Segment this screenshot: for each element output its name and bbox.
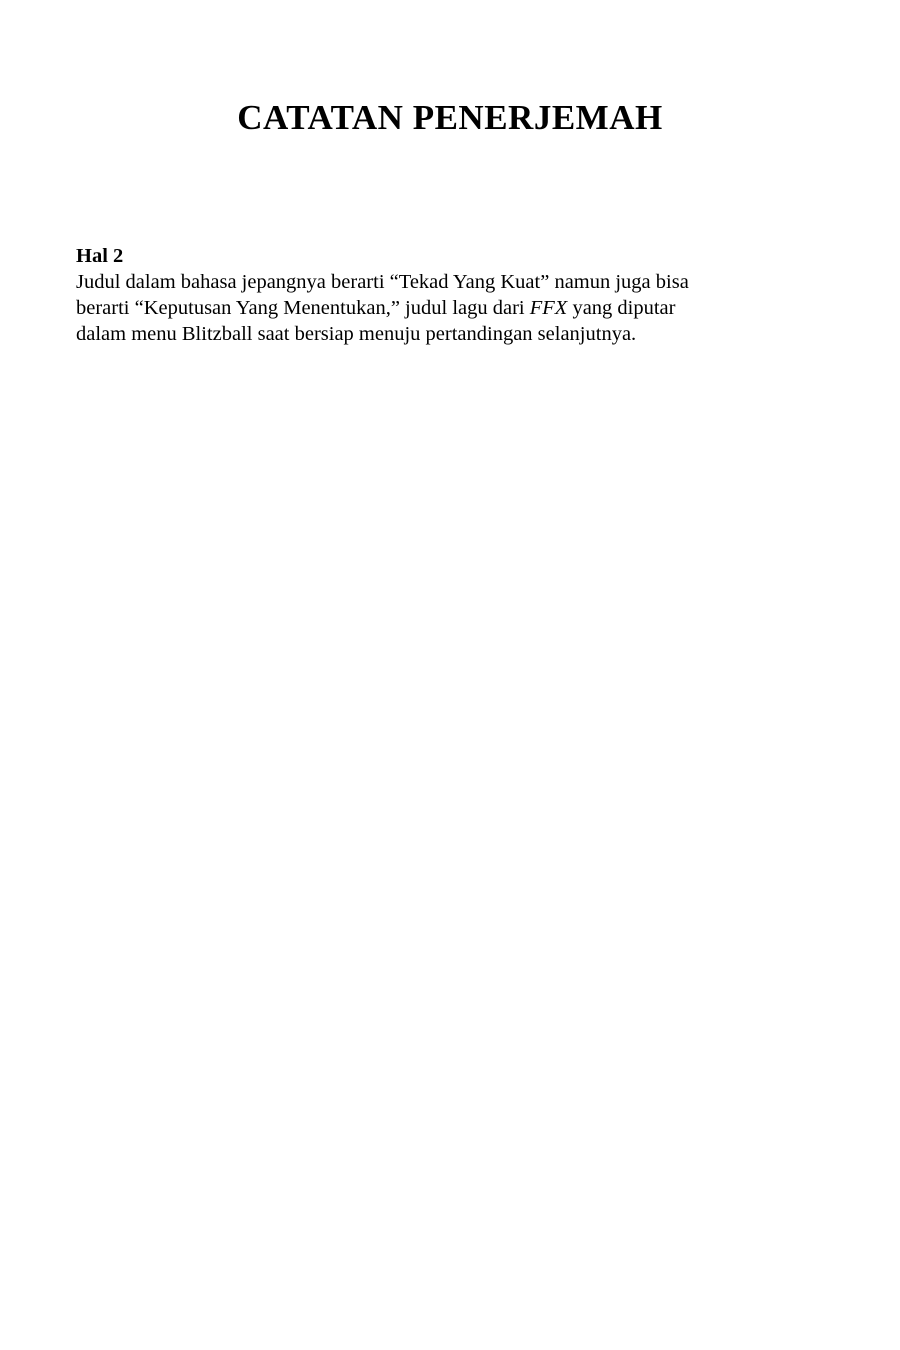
game-title-italic: FFX (529, 297, 568, 319)
translator-note-section (76, 243, 826, 347)
note-line-3: dalam menu Blitzball saat bersiap menuju pertandingan selanjutnya. (76, 323, 637, 345)
note-line-1: Judul dalam bahasa jepangnya berarti “Tekad Yang Kuat” namun juga bisa (76, 271, 689, 293)
note-line-2-tail: yang diputar (567, 297, 676, 319)
page-title: CATATAN PENERJEMAH (237, 98, 663, 137)
note-heading: Hal 2 (76, 245, 124, 267)
note-line-2 (76, 295, 826, 321)
note-line-2-lead: berarti “Keputusan Yang Menentukan,” judul lagu dari (76, 297, 530, 319)
